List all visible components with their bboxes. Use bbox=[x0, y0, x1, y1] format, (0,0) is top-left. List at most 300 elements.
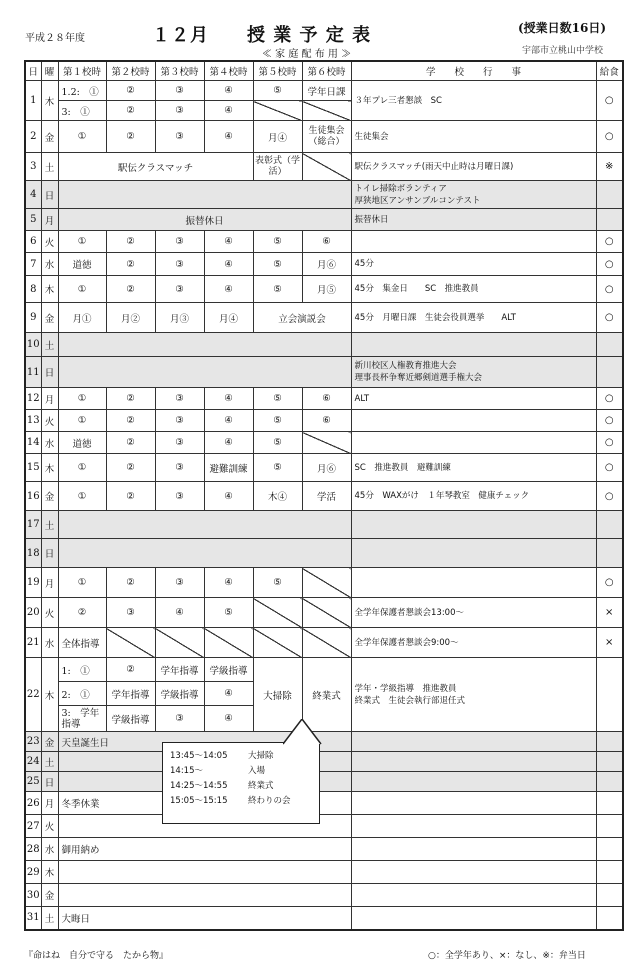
cell: ② bbox=[106, 410, 155, 432]
cell: ① bbox=[58, 568, 106, 598]
note-cell: 大晦日 bbox=[58, 907, 351, 930]
cell: ⑤ bbox=[253, 568, 302, 598]
empty-slash bbox=[253, 598, 302, 628]
empty-slash bbox=[302, 153, 351, 181]
cell: ③ bbox=[155, 121, 204, 153]
row-day-8 bbox=[25, 276, 623, 303]
callout-time: 15:05～15:15 bbox=[170, 796, 228, 806]
event-cell: 振替休日 bbox=[351, 209, 596, 231]
weekday: 金 bbox=[41, 732, 58, 752]
cell: ④ bbox=[204, 276, 253, 303]
lunch-mark: ○ bbox=[596, 231, 623, 253]
cell: 月④ bbox=[253, 121, 302, 153]
day-number: 15 bbox=[25, 454, 41, 482]
day-number: 16 bbox=[25, 482, 41, 511]
event-cell bbox=[351, 539, 596, 568]
weekday: 木 bbox=[41, 658, 58, 732]
weekday: 水 bbox=[41, 253, 58, 276]
weekday: 木 bbox=[41, 81, 58, 121]
weekday: 木 bbox=[41, 454, 58, 482]
event-cell: 全学年保護者懇談会9:00～ bbox=[351, 628, 596, 658]
note-cell bbox=[58, 884, 351, 907]
cell: 学級指導 bbox=[204, 658, 253, 682]
event-cell: ALT bbox=[351, 388, 596, 410]
cell: ② bbox=[106, 432, 155, 454]
cell: ② bbox=[58, 598, 106, 628]
cell: ④ bbox=[204, 388, 253, 410]
day-number: 24 bbox=[25, 752, 41, 772]
event-cell: 45分 WAXがけ １年琴教室 健康チェック bbox=[351, 482, 596, 511]
weekday: 金 bbox=[41, 482, 58, 511]
lunch-mark bbox=[596, 511, 623, 539]
cell: 月⑤ bbox=[302, 276, 351, 303]
schedule-table bbox=[24, 60, 624, 931]
day-number: 17 bbox=[25, 511, 41, 539]
cell: 終業式 bbox=[302, 658, 351, 732]
cell: ④ bbox=[204, 121, 253, 153]
callout-line bbox=[170, 779, 274, 791]
row-day-12 bbox=[25, 388, 623, 410]
cell: ① bbox=[58, 121, 106, 153]
cell: ③ bbox=[155, 231, 204, 253]
event-line: 終業式 生徒会執行部退任式 bbox=[354, 695, 466, 706]
cell: ② bbox=[106, 231, 155, 253]
cell: ② bbox=[106, 101, 155, 121]
cell: 月⑥ bbox=[302, 454, 351, 482]
cell: 月④ bbox=[204, 303, 253, 333]
cell: 1.2: ① bbox=[58, 81, 106, 101]
lunch-mark: ○ bbox=[596, 121, 623, 153]
callout-line bbox=[170, 794, 291, 806]
cell: 学年指導 bbox=[155, 658, 204, 682]
empty-slash bbox=[253, 101, 302, 121]
event-cell bbox=[351, 511, 596, 539]
callout-label: 大掃除 bbox=[248, 751, 274, 761]
day-number: 20 bbox=[25, 598, 41, 628]
day-number: 13 bbox=[25, 410, 41, 432]
callout-time: 14:15～ bbox=[170, 766, 203, 776]
lunch-mark: ○ bbox=[596, 568, 623, 598]
span-cell: 立会演説会 bbox=[253, 303, 351, 333]
event-line: 学年・学級指導 推進教員 bbox=[354, 683, 457, 694]
cell: 道徳 bbox=[58, 253, 106, 276]
school-year: 平成２８年度 bbox=[25, 33, 85, 44]
row-day-20 bbox=[25, 598, 623, 628]
cell: ④ bbox=[204, 568, 253, 598]
cell: ⑤ bbox=[253, 81, 302, 101]
footer-motto: 『命はね 自分で守る たから物』 bbox=[24, 951, 169, 961]
cell: 3: ① bbox=[58, 101, 106, 121]
weekday: 日 bbox=[41, 357, 58, 388]
weekday: 火 bbox=[41, 598, 58, 628]
empty-slash bbox=[204, 628, 253, 658]
cell: 避難訓練 bbox=[204, 454, 253, 482]
note-cell: 冬季休業 bbox=[58, 792, 351, 815]
event-cell: 45分 集金日 SC 推進教員 bbox=[351, 276, 596, 303]
note-cell bbox=[58, 861, 351, 884]
cell: ⑤ bbox=[253, 454, 302, 482]
cell: ⑤ bbox=[253, 253, 302, 276]
day-number: 6 bbox=[25, 231, 41, 253]
row-day-3 bbox=[25, 153, 623, 181]
weekday: 火 bbox=[41, 410, 58, 432]
cell: 学年指導 bbox=[106, 682, 155, 706]
cell: ③ bbox=[155, 81, 204, 101]
event-cell bbox=[351, 732, 596, 752]
event-line: 厚狭地区アンサンブルコンテスト bbox=[354, 195, 481, 206]
event-cell bbox=[351, 231, 596, 253]
event-cell bbox=[351, 884, 596, 907]
col-period-5: 第５校時 bbox=[253, 61, 302, 81]
event-cell bbox=[351, 815, 596, 838]
callout-time: 14:25～14:55 bbox=[170, 781, 228, 791]
lunch-mark bbox=[596, 838, 623, 861]
cell: ④ bbox=[155, 598, 204, 628]
row-day-26 bbox=[25, 792, 623, 815]
event-cell bbox=[351, 772, 596, 792]
cell: ③ bbox=[155, 253, 204, 276]
event-cell bbox=[351, 181, 596, 209]
col-weekday: 曜 bbox=[41, 61, 58, 81]
cell: 3: 学年指導 bbox=[58, 706, 106, 732]
weekday: 土 bbox=[41, 511, 58, 539]
lunch-mark: ○ bbox=[596, 454, 623, 482]
lunch-mark bbox=[596, 772, 623, 792]
event-line: 理事長杯争奪近郷剣道選手権大会 bbox=[354, 373, 483, 383]
event-cell: 駅伝クラスマッチ(雨天中止時は月曜日課) bbox=[351, 153, 596, 181]
cell: 大掃除 bbox=[253, 658, 302, 732]
day-number: 23 bbox=[25, 732, 41, 752]
row-day-27 bbox=[25, 815, 623, 838]
day-number: 27 bbox=[25, 815, 41, 838]
cell: ③ bbox=[155, 568, 204, 598]
cell: ④ bbox=[204, 101, 253, 121]
event-cell bbox=[351, 410, 596, 432]
day-number: 21 bbox=[25, 628, 41, 658]
lunch-mark bbox=[596, 732, 623, 752]
lunch-mark bbox=[596, 539, 623, 568]
cell: 学活 bbox=[302, 482, 351, 511]
weekday: 月 bbox=[41, 388, 58, 410]
event-cell: 45分 月曜日課 生徒会役員選挙 ALT bbox=[351, 303, 596, 333]
row-day-22 bbox=[25, 658, 623, 682]
col-period-6: 第６校時 bbox=[302, 61, 351, 81]
cell: ⑤ bbox=[253, 410, 302, 432]
row-day-28 bbox=[25, 838, 623, 861]
callout-label: 終わりの会 bbox=[248, 796, 291, 806]
note-cell: 御用納め bbox=[58, 838, 351, 861]
day-number: 30 bbox=[25, 884, 41, 907]
weekday: 土 bbox=[41, 153, 58, 181]
row-day-17 bbox=[25, 511, 623, 539]
event-cell bbox=[351, 333, 596, 357]
distribution-note: ≪ 家 庭 配 布 用 ≫ bbox=[262, 49, 352, 60]
day-number: 4 bbox=[25, 181, 41, 209]
event-line: 新川校区人権教育推進大会 bbox=[354, 361, 457, 371]
lunch-mark: ○ bbox=[596, 410, 623, 432]
weekday: 火 bbox=[41, 231, 58, 253]
holiday-cell bbox=[58, 539, 351, 568]
lunch-mark bbox=[596, 884, 623, 907]
cell: ① bbox=[58, 482, 106, 511]
event-cell: 生徒集会 bbox=[351, 121, 596, 153]
cell: ③ bbox=[155, 410, 204, 432]
cell: ① bbox=[58, 410, 106, 432]
day-number: 3 bbox=[25, 153, 41, 181]
event-cell: SC 推進教員 避難訓練 bbox=[351, 454, 596, 482]
cell: ② bbox=[106, 81, 155, 101]
lunch-mark: ○ bbox=[596, 388, 623, 410]
weekday: 日 bbox=[41, 772, 58, 792]
day-number: 28 bbox=[25, 838, 41, 861]
lunch-mark: ※ bbox=[596, 153, 623, 181]
weekday: 金 bbox=[41, 121, 58, 153]
cell: 生徒集会（総合） bbox=[302, 121, 351, 153]
cell: ② bbox=[106, 388, 155, 410]
day-number: 8 bbox=[25, 276, 41, 303]
cell: ⑥ bbox=[302, 231, 351, 253]
lunch-mark bbox=[596, 658, 623, 732]
cell: ④ bbox=[204, 231, 253, 253]
cell: ② bbox=[106, 276, 155, 303]
lunch-mark: ○ bbox=[596, 432, 623, 454]
holiday-cell bbox=[58, 333, 351, 357]
cell: ① bbox=[58, 454, 106, 482]
cell: ③ bbox=[155, 432, 204, 454]
cell: ③ bbox=[155, 276, 204, 303]
day-number: 1 bbox=[25, 81, 41, 121]
day-number: 9 bbox=[25, 303, 41, 333]
cell: ⑤ bbox=[253, 432, 302, 454]
row-day-6 bbox=[25, 231, 623, 253]
row-day-29 bbox=[25, 861, 623, 884]
row-day-18 bbox=[25, 539, 623, 568]
cell: ③ bbox=[155, 482, 204, 511]
day-number: 26 bbox=[25, 792, 41, 815]
callout-label: 終業式 bbox=[248, 781, 274, 791]
event-cell bbox=[351, 658, 596, 732]
row-day-4 bbox=[25, 181, 623, 209]
cell: ⑤ bbox=[253, 231, 302, 253]
cell: ⑤ bbox=[253, 276, 302, 303]
weekday: 土 bbox=[41, 333, 58, 357]
cell: 木④ bbox=[253, 482, 302, 511]
event-cell bbox=[351, 792, 596, 815]
cell: ④ bbox=[204, 410, 253, 432]
weekday: 水 bbox=[41, 838, 58, 861]
note-cell: 天皇誕生日 bbox=[58, 732, 351, 752]
event-cell bbox=[351, 838, 596, 861]
header-row bbox=[25, 61, 623, 81]
lunch-mark bbox=[596, 815, 623, 838]
col-period-4: 第４校時 bbox=[204, 61, 253, 81]
holiday-cell bbox=[58, 181, 351, 209]
weekday: 金 bbox=[41, 303, 58, 333]
cell: ③ bbox=[155, 388, 204, 410]
weekday: 水 bbox=[41, 628, 58, 658]
day-number: 7 bbox=[25, 253, 41, 276]
row-day-24 bbox=[25, 752, 623, 772]
cell: 月① bbox=[58, 303, 106, 333]
cell: ③ bbox=[155, 706, 204, 732]
empty-slash bbox=[302, 598, 351, 628]
empty-slash bbox=[302, 628, 351, 658]
event-cell bbox=[351, 861, 596, 884]
cell: 2: ① bbox=[58, 682, 106, 706]
day-number: 14 bbox=[25, 432, 41, 454]
span-cell: 振替休日 bbox=[58, 209, 351, 231]
day-number: 31 bbox=[25, 907, 41, 930]
span-cell: 駅伝クラスマッチ bbox=[58, 153, 253, 181]
event-cell bbox=[351, 432, 596, 454]
row-day-15 bbox=[25, 454, 623, 482]
cell: ⑥ bbox=[302, 388, 351, 410]
day-number: 18 bbox=[25, 539, 41, 568]
cell: ① bbox=[58, 388, 106, 410]
cell: ④ bbox=[204, 253, 253, 276]
lunch-mark bbox=[596, 907, 623, 930]
school-days-count: (授業日数16日) bbox=[518, 21, 607, 35]
empty-slash bbox=[302, 101, 351, 121]
weekday: 月 bbox=[41, 568, 58, 598]
col-lunch: 給食 bbox=[596, 61, 623, 81]
row-day-9 bbox=[25, 303, 623, 333]
cell: ④ bbox=[204, 682, 253, 706]
cell: 月② bbox=[106, 303, 155, 333]
day-number: 29 bbox=[25, 861, 41, 884]
cell: ⑥ bbox=[302, 410, 351, 432]
lunch-mark bbox=[596, 792, 623, 815]
cell: ② bbox=[106, 253, 155, 276]
event-cell: 全学年保護者懇談会13:00～ bbox=[351, 598, 596, 628]
cell: ④ bbox=[204, 81, 253, 101]
lunch-mark bbox=[596, 181, 623, 209]
col-day: 日 bbox=[25, 61, 41, 81]
cell: ④ bbox=[204, 432, 253, 454]
callout-line bbox=[170, 764, 265, 776]
row-day-14 bbox=[25, 432, 623, 454]
row-day-11 bbox=[25, 357, 623, 388]
holiday-cell bbox=[58, 511, 351, 539]
weekday: 月 bbox=[41, 209, 58, 231]
row-day-5 bbox=[25, 209, 623, 231]
cell: ④ bbox=[204, 482, 253, 511]
weekday: 木 bbox=[41, 861, 58, 884]
cell: ① bbox=[58, 276, 106, 303]
cell: 全体指導 bbox=[58, 628, 106, 658]
cell: ② bbox=[106, 658, 155, 682]
row-day-2 bbox=[25, 121, 623, 153]
empty-slash bbox=[253, 628, 302, 658]
cell: ② bbox=[106, 454, 155, 482]
lunch-mark bbox=[596, 333, 623, 357]
event-cell bbox=[351, 568, 596, 598]
cell: ② bbox=[106, 121, 155, 153]
school-name: 宇部市立桃山中学校 bbox=[522, 46, 604, 56]
weekday: 土 bbox=[41, 907, 58, 930]
page-title: １２月 授 業 予 定 表 bbox=[152, 25, 372, 46]
lunch-mark: × bbox=[596, 598, 623, 628]
cell: ② bbox=[106, 482, 155, 511]
day-number: 19 bbox=[25, 568, 41, 598]
cell: 月③ bbox=[155, 303, 204, 333]
lunch-mark bbox=[596, 357, 623, 388]
weekday: 日 bbox=[41, 539, 58, 568]
cell: ⑤ bbox=[204, 598, 253, 628]
event-cell bbox=[351, 907, 596, 930]
lunch-mark: ○ bbox=[596, 303, 623, 333]
lunch-mark: ○ bbox=[596, 253, 623, 276]
cell: 学級指導 bbox=[106, 706, 155, 732]
col-period-1: 第１校時 bbox=[58, 61, 106, 81]
day-number: 25 bbox=[25, 772, 41, 792]
cell: ② bbox=[106, 568, 155, 598]
col-period-2: 第２校時 bbox=[106, 61, 155, 81]
row-day-13 bbox=[25, 410, 623, 432]
lunch-mark: ○ bbox=[596, 81, 623, 121]
weekday: 日 bbox=[41, 181, 58, 209]
weekday: 土 bbox=[41, 752, 58, 772]
row-day-23 bbox=[25, 732, 623, 752]
cell: ④ bbox=[204, 706, 253, 732]
cell: 学年日課 bbox=[302, 81, 351, 101]
cell: ③ bbox=[155, 454, 204, 482]
empty-slash bbox=[106, 628, 155, 658]
event-cell: ３年プレ三者懇談 SC bbox=[351, 81, 596, 121]
lunch-mark bbox=[596, 752, 623, 772]
empty-slash bbox=[302, 432, 351, 454]
lunch-mark: ○ bbox=[596, 482, 623, 511]
cell: 道徳 bbox=[58, 432, 106, 454]
lunch-mark bbox=[596, 861, 623, 884]
callout-line bbox=[170, 749, 274, 761]
holiday-cell bbox=[58, 357, 351, 388]
row-day-1 bbox=[25, 81, 623, 101]
day-number: 12 bbox=[25, 388, 41, 410]
cell: ① bbox=[58, 231, 106, 253]
weekday: 火 bbox=[41, 815, 58, 838]
empty-slash bbox=[155, 628, 204, 658]
cell: 表彰式（学活） bbox=[253, 153, 302, 181]
lunch-mark: × bbox=[596, 628, 623, 658]
closing-ceremony-callout bbox=[162, 742, 320, 824]
row-day-31 bbox=[25, 907, 623, 930]
cell: 1: ① bbox=[58, 658, 106, 682]
cell: ③ bbox=[106, 598, 155, 628]
row-day-25 bbox=[25, 772, 623, 792]
cell: 学級指導 bbox=[155, 682, 204, 706]
col-period-3: 第３校時 bbox=[155, 61, 204, 81]
lunch-mark: ○ bbox=[596, 276, 623, 303]
callout-label: 入場 bbox=[248, 766, 266, 776]
row-day-21 bbox=[25, 628, 623, 658]
callout-pointer-icon bbox=[283, 719, 323, 745]
row-day-19 bbox=[25, 568, 623, 598]
weekday: 月 bbox=[41, 792, 58, 815]
day-number: 5 bbox=[25, 209, 41, 231]
row-day-16 bbox=[25, 482, 623, 511]
cell: ③ bbox=[155, 101, 204, 121]
callout-time: 13:45～14:05 bbox=[170, 751, 228, 761]
day-number: 2 bbox=[25, 121, 41, 153]
day-number: 10 bbox=[25, 333, 41, 357]
cell: 月⑥ bbox=[302, 253, 351, 276]
col-events: 学 校 行 事 bbox=[351, 61, 596, 81]
day-number: 22 bbox=[25, 658, 41, 732]
lunch-legend: ○：全学年あり、×：なし、※：弁当日 bbox=[428, 951, 586, 961]
event-line: トイレ掃除ボランティア bbox=[354, 183, 447, 194]
event-cell: 45分 bbox=[351, 253, 596, 276]
